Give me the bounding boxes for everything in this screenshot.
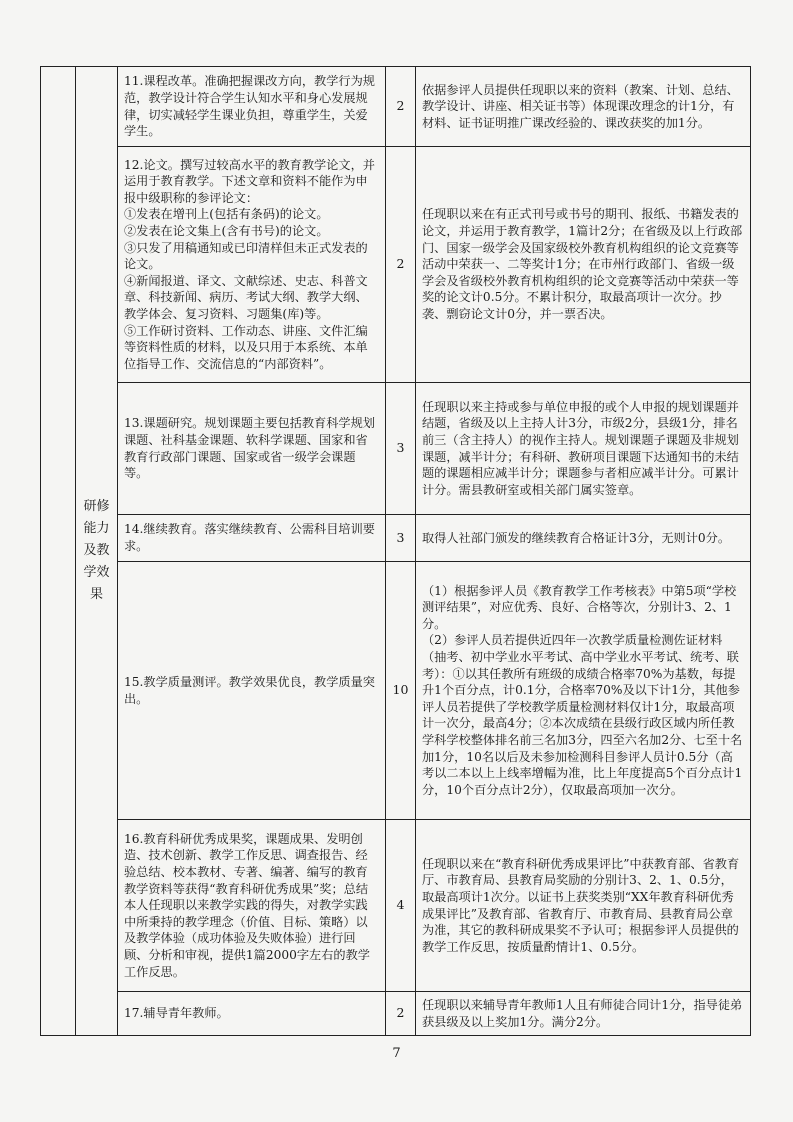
page-number: 7 [392,1046,401,1061]
evaluation-criteria-table [40,66,751,1036]
item-cell: 11.课程改革。准确把握课改方向，教学行为规范，教学设计符合学生认知水平和身心发展规律，切实减轻学生课业负担，尊重学生，关爱学生。 [118,67,386,147]
item-cell: 16.教育科研优秀成果奖，课题成果、发明创造、技术创新、教学工作反思、调查报告、经验总结、校本教材、专著、编著、编写的教育教学资料等获得“教育科研优秀成果”奖；总结本人任现职以来教学实践的得失，对教学实践中所秉持的教学理念（价值、目标、策略）以及教学体验（成功体验及失败体验）进行回顾、分析和审视，提供1篇2000字左右的教学工作反思。 [118,820,386,992]
table-row [41,820,751,992]
item-cell: 13.课题研究。规划课题主要包括教育科学规划课题、社科基金课题、软科学课题、国家和省教育行政部门课题、国家或省一级学会课题等。 [118,383,386,515]
table-row [41,515,751,562]
criteria-cell: 任现职以来主持或参与单位申报的或个人申报的规划课题并结题，省级及以上主持人计3分，市级2分，县级1分，排名前三（含主持人）的视作主持人。规划课题子课题及非规划课题，减半计分；有科研、教研项目课题下达通知书的未结题的课题相应减半计分；课题参与者相应减半计分。可累计计分。需县教研室或相关部门属实签章。 [416,383,751,515]
item-cell: 12.论文。撰写过较高水平的教育教学论文，并运用于教育教学。下述文章和资料不能作为申报中级职称的参评论文： ①发表在增刊上(包括有条码)的论文。 ②发表在论文集上(含有书号)的论文。 ③只发了用稿通知或已印清样但未正式发表的论文。 ④新闻报道、译文、文献综述、史志、科普文章、科技新闻、病历、考试大纲、教学大纲、教学体会、复习资料、习题集(库)等。 ⑤工作研讨资料、工作动态、讲座、文件汇编等资料性质的材料，以及只用于本系统、本单位指导工作、交流信息的“内部资料”。 [118,147,386,383]
criteria-cell: 任现职以来在有正式刊号或书号的期刊、报纸、书籍发表的论文，并运用于教育教学，1篇计2分；在省级及以上行政部门、国家一级学会及国家级校外教育机构组织的论文竞赛等活动中荣获一、二等奖计1分；在市州行政部门、省级一级学会及省级校外教育机构组织的论文竞赛等活动中荣获一等奖的论文计0.5分。不累计积分，取最高项计一次分。抄袭、剽窃论文计0分，并一票否决。 [416,147,751,383]
score-cell: 10 [386,562,416,820]
score-cell: 2 [386,992,416,1036]
criteria-cell: 任现职以来在“教育科研优秀成果评比”中获教育部、省教育厅、市教育局、县教育局奖励的分别计3、2、1、0.5分，取最高项计1次分。以证书上获奖类别“XX年教育科研优秀成果评比”及教育部、省教育厅、市教育局、县教育局公章为准，其它的教科研成果奖不予认可；根据参评人员提供的教学工作反思，按质量酌情计1、0.5分。 [416,820,751,992]
table-row [41,383,751,515]
criteria-cell: 任现职以来辅导青年教师1人且有师徒合同计1分，指导徒弟获县级及以上奖加1分。满分2分。 [416,992,751,1036]
category-cell [76,67,118,1036]
score-cell: 2 [386,147,416,383]
table-row [41,992,751,1036]
outer-margin-cell [41,67,76,1036]
table-row [41,147,751,383]
score-cell: 4 [386,820,416,992]
item-cell: 15.教学质量测评。教学效果优良，教学质量突出。 [118,562,386,820]
criteria-cell: （1）根据参评人员《教育教学工作考核表》中第5项“学校测评结果”，对应优秀、良好、合格等次，分别计3、2、1分。 （2）参评人员若提供近四年一次教学质量检测佐证材料（抽考、初中学业水平考试、高中学业水平考试、统考、联考）：①以其任教所有班级的成绩合格率70%为基数，每提升1个百分点，计0.1分，合格率70%及以下计1分，其他参评人员若提供了学校教学质量检测材料仅计1分，取最高项计一次分，最高4分；②本次成绩在县级行政区域内所任教学科学校整体排名前三名加3分，四至六名加2分、七至十名加1分，10名以后及未参加检测科目参评人员计0.5分（高考以二本以上上线率增幅为准，比上年度提高5个百分点计1分，10个百分点计2分），仅取最高项加一次分。 [416,562,751,820]
score-cell: 3 [386,515,416,562]
table-row [41,562,751,820]
table-row [41,67,751,147]
item-cell: 17.辅导青年教师。 [118,992,386,1036]
criteria-cell: 依据参评人员提供任现职以来的资料（教案、计划、总结、教学设计、讲座、相关证书等）体现课改理念的计1分，有材料、证书证明推广课改经验的、课改获奖的加1分。 [416,67,751,147]
item-cell: 14.继续教育。落实继续教育、公需科目培训要求。 [118,515,386,562]
score-cell: 2 [386,67,416,147]
category-label: 研修能力及教学效果 [83,499,110,602]
score-cell: 3 [386,383,416,515]
criteria-cell: 取得人社部门颁发的继续教育合格证计3分，无则计0分。 [416,515,751,562]
